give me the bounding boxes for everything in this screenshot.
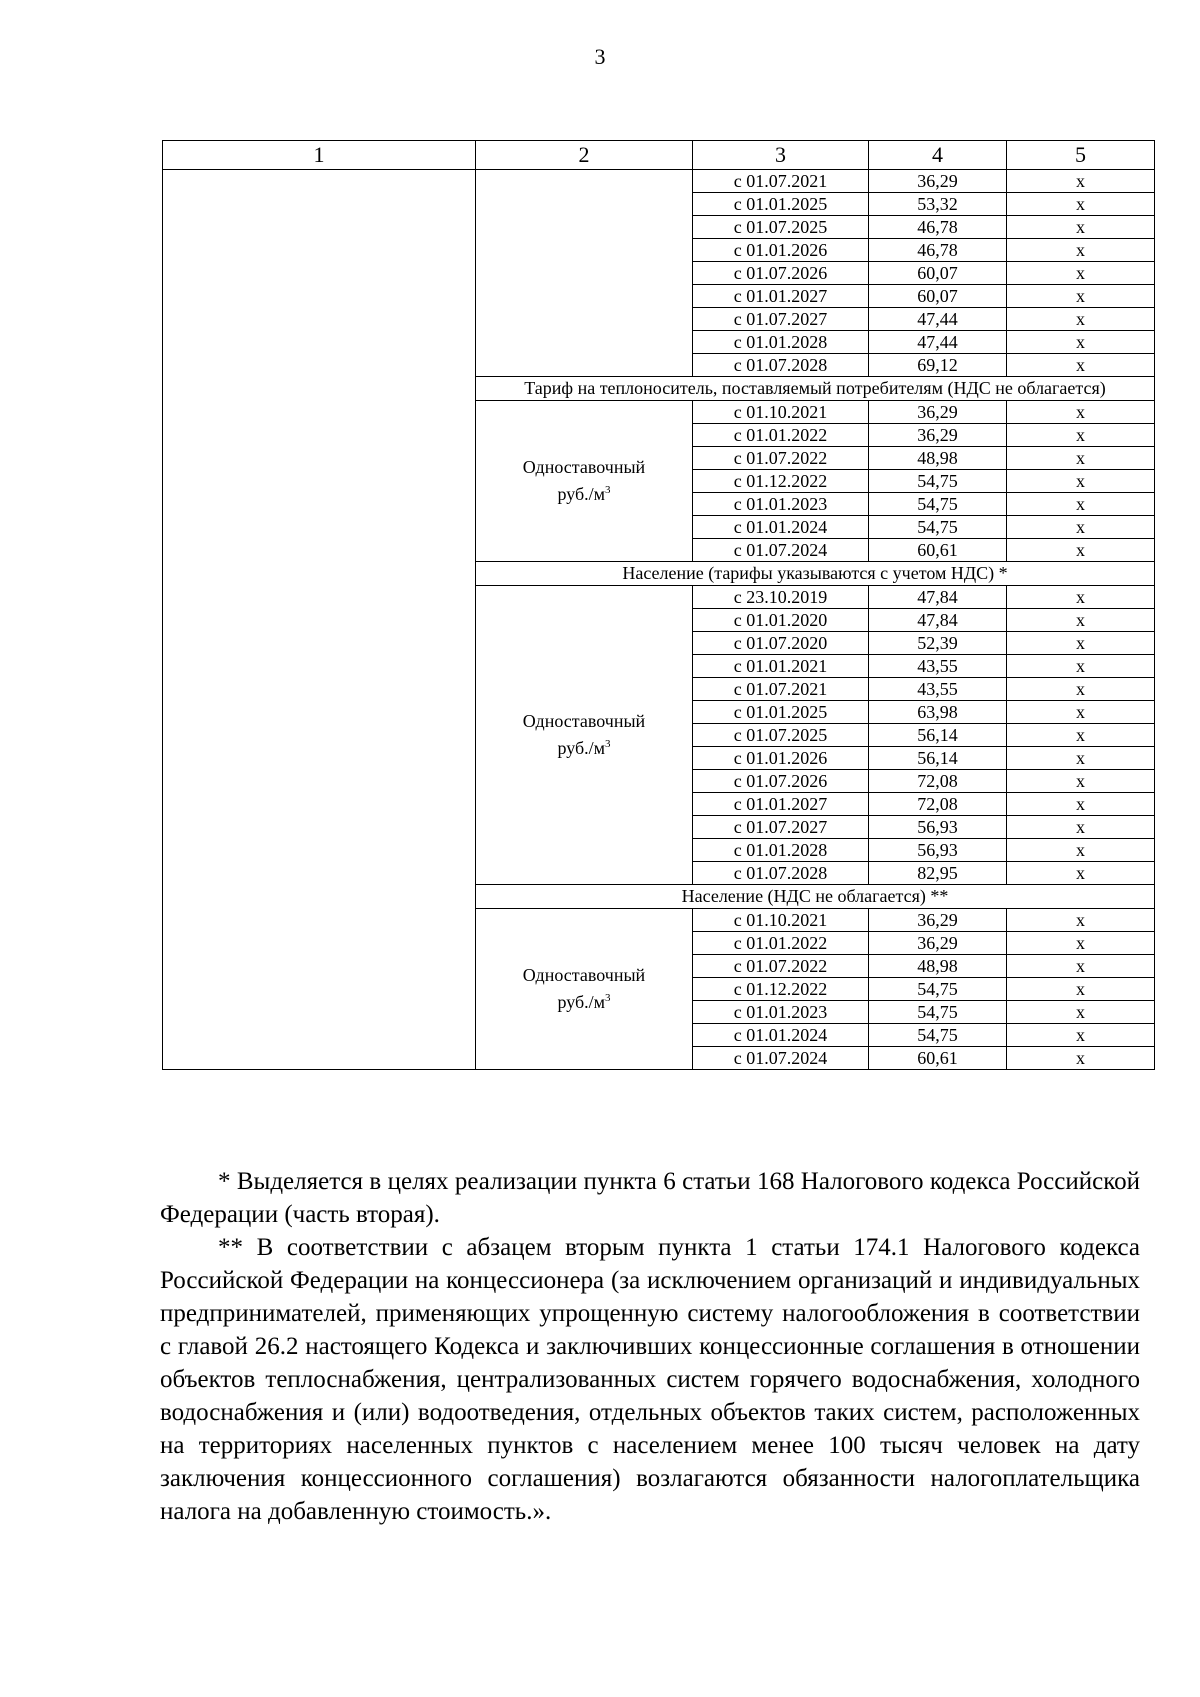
tariff-value: 43,55 — [869, 655, 1007, 678]
effective-date: с 01.01.2022 — [693, 424, 869, 447]
effective-date: с 01.07.2021 — [693, 170, 869, 193]
effective-date: с 01.01.2020 — [693, 609, 869, 632]
effective-date: с 01.01.2026 — [693, 239, 869, 262]
table-row — [163, 170, 1155, 193]
tariff-category-cell — [476, 401, 693, 562]
column-5-value: х — [1007, 978, 1155, 1001]
effective-date: с 01.07.2021 — [693, 678, 869, 701]
tariff-value: 54,75 — [869, 470, 1007, 493]
tariff-unit-text: руб./м — [557, 484, 606, 504]
footnotes — [160, 1165, 1140, 1528]
column-header: 4 — [869, 141, 1007, 170]
tariff-value: 47,44 — [869, 331, 1007, 354]
tariff-value: 46,78 — [869, 239, 1007, 262]
column-5-value: х — [1007, 262, 1155, 285]
section-title: Население (тарифы указываются с учетом НДС) * — [476, 562, 1155, 586]
effective-date: с 01.07.2022 — [693, 447, 869, 470]
tariff-value: 69,12 — [869, 354, 1007, 377]
tariff-unit-exponent: 3 — [605, 738, 611, 750]
column-5-value: х — [1007, 955, 1155, 978]
effective-date: с 01.07.2022 — [693, 955, 869, 978]
tariff-value: 56,93 — [869, 839, 1007, 862]
tariff-value: 36,29 — [869, 932, 1007, 955]
tariff-value: 54,75 — [869, 978, 1007, 1001]
tariff-table — [162, 140, 1155, 1070]
column-header: 2 — [476, 141, 693, 170]
tariff-unit — [557, 738, 610, 758]
column-5-value: х — [1007, 216, 1155, 239]
effective-date: с 01.10.2021 — [693, 401, 869, 424]
tariff-value: 53,32 — [869, 193, 1007, 216]
column-5-value: х — [1007, 239, 1155, 262]
tariff-value: 72,08 — [869, 793, 1007, 816]
tariff-value: 47,84 — [869, 609, 1007, 632]
effective-date: с 01.07.2028 — [693, 354, 869, 377]
tariff-value: 56,14 — [869, 747, 1007, 770]
tariff-value: 56,14 — [869, 724, 1007, 747]
section-title: Тариф на теплоноситель, поставляемый потребителям (НДС не облагается) — [476, 377, 1155, 401]
section-title: Население (НДС не облагается) ** — [476, 885, 1155, 909]
effective-date: с 01.07.2026 — [693, 262, 869, 285]
effective-date: с 01.10.2021 — [693, 909, 869, 932]
tariff-category: Одноставочный — [522, 965, 646, 985]
tariff-value: 36,29 — [869, 909, 1007, 932]
tariff-value: 72,08 — [869, 770, 1007, 793]
tariff-value: 82,95 — [869, 862, 1007, 885]
effective-date: с 01.07.2027 — [693, 816, 869, 839]
effective-date: с 01.07.2025 — [693, 216, 869, 239]
column-5-value: х — [1007, 632, 1155, 655]
tariff-value: 54,75 — [869, 493, 1007, 516]
tariff-category-cell — [476, 586, 693, 885]
tariff-value: 63,98 — [869, 701, 1007, 724]
column-5-value: х — [1007, 701, 1155, 724]
column-5-value: х — [1007, 493, 1155, 516]
footnote-vat-allocated: * Выделяется в целях реализации пункта 6 статьи 168 Налогового кодекса Российской Федерации (часть вторая). — [160, 1168, 1140, 1228]
footnote-concessionaire: ** В соответствии с абзацем вторым пункта 1 статьи 174.1 Налогового кодекса Российской Федерации на концессионера (за исключением организаций и индивидуальных предпринимателей, применяющих упрощенную систему налогообложения в соответствии с главой 26.2 настоящего Кодекса и заключивших концессионные соглашения в отношении объектов теплоснабжения, централизованных систем горячего водоснабжения, холодного водоснабжения и (или) водоотведения, отдельных объектов таких систем, расположенных на территориях населенных пунктов с населением менее 100 тысяч человек на дату заключения концессионного соглашения) возлагаются обязанности налогоплательщика налога на добавленную стоимость.». — [160, 1234, 1140, 1525]
column-header: 3 — [693, 141, 869, 170]
column-5-value: х — [1007, 516, 1155, 539]
column-5-value: х — [1007, 1001, 1155, 1024]
column-5-value: х — [1007, 1024, 1155, 1047]
column-5-value: х — [1007, 793, 1155, 816]
column-5-value: х — [1007, 447, 1155, 470]
column-5-value: х — [1007, 724, 1155, 747]
effective-date: с 01.12.2022 — [693, 470, 869, 493]
column-5-value: х — [1007, 586, 1155, 609]
effective-date: с 01.07.2027 — [693, 308, 869, 331]
effective-date: с 01.01.2028 — [693, 331, 869, 354]
tariff-category: Одноставочный — [522, 711, 646, 731]
column-5-value: х — [1007, 816, 1155, 839]
column-5-value: х — [1007, 678, 1155, 701]
effective-date: с 01.01.2028 — [693, 839, 869, 862]
effective-date: с 01.01.2024 — [693, 1024, 869, 1047]
column-5-value: х — [1007, 932, 1155, 955]
tariff-value: 36,29 — [869, 401, 1007, 424]
tariff-value: 46,78 — [869, 216, 1007, 239]
column-5-value: х — [1007, 655, 1155, 678]
column-5-value: х — [1007, 747, 1155, 770]
effective-date: с 23.10.2019 — [693, 586, 869, 609]
column-5-value: х — [1007, 331, 1155, 354]
effective-date: с 01.01.2027 — [693, 285, 869, 308]
tariff-unit-exponent: 3 — [605, 992, 611, 1004]
tariff-value: 54,75 — [869, 1001, 1007, 1024]
tariff-unit — [557, 484, 610, 504]
tariff-value: 60,61 — [869, 539, 1007, 562]
tariff-value: 54,75 — [869, 516, 1007, 539]
tariff-unit-exponent: 3 — [605, 484, 611, 496]
effective-date: с 01.01.2023 — [693, 1001, 869, 1024]
column-5-value: х — [1007, 909, 1155, 932]
column-5-value: х — [1007, 401, 1155, 424]
tariff-value: 52,39 — [869, 632, 1007, 655]
effective-date: с 01.01.2026 — [693, 747, 869, 770]
column-5-value: х — [1007, 470, 1155, 493]
effective-date: с 01.12.2022 — [693, 978, 869, 1001]
tariff-value: 56,93 — [869, 816, 1007, 839]
column-5-value: х — [1007, 539, 1155, 562]
tariff-value: 54,75 — [869, 1024, 1007, 1047]
tariff-unit-text: руб./м — [557, 738, 606, 758]
column-5-value: х — [1007, 170, 1155, 193]
column-header: 5 — [1007, 141, 1155, 170]
column-5-value: х — [1007, 354, 1155, 377]
tariff-category-cell — [476, 170, 693, 377]
tariff-value: 60,61 — [869, 1047, 1007, 1070]
tariff-value: 48,98 — [869, 447, 1007, 470]
effective-date: с 01.07.2025 — [693, 724, 869, 747]
column-header: 1 — [163, 141, 476, 170]
tariff-unit-text: руб./м — [557, 992, 606, 1012]
column-5-value: х — [1007, 770, 1155, 793]
effective-date: с 01.01.2021 — [693, 655, 869, 678]
tariff-unit — [557, 992, 610, 1012]
page-number: 3 — [594, 44, 606, 69]
effective-date: с 01.07.2028 — [693, 862, 869, 885]
column-5-value: х — [1007, 308, 1155, 331]
tariff-value: 47,84 — [869, 586, 1007, 609]
effective-date: с 01.01.2024 — [693, 516, 869, 539]
tariff-value: 60,07 — [869, 285, 1007, 308]
effective-date: с 01.01.2025 — [693, 193, 869, 216]
tariff-value: 47,44 — [869, 308, 1007, 331]
effective-date: с 01.07.2020 — [693, 632, 869, 655]
column-5-value: х — [1007, 839, 1155, 862]
tariff-value: 36,29 — [869, 424, 1007, 447]
column-5-value: х — [1007, 1047, 1155, 1070]
effective-date: с 01.07.2024 — [693, 1047, 869, 1070]
tariff-category-cell — [476, 909, 693, 1070]
header-row — [163, 141, 1155, 170]
column-5-value: х — [1007, 424, 1155, 447]
column-1-cell — [163, 170, 476, 1070]
tariff-value: 60,07 — [869, 262, 1007, 285]
tariff-value: 43,55 — [869, 678, 1007, 701]
column-5-value: х — [1007, 862, 1155, 885]
effective-date: с 01.01.2023 — [693, 493, 869, 516]
effective-date: с 01.07.2024 — [693, 539, 869, 562]
effective-date: с 01.01.2025 — [693, 701, 869, 724]
effective-date: с 01.07.2026 — [693, 770, 869, 793]
effective-date: с 01.01.2027 — [693, 793, 869, 816]
tariff-value: 48,98 — [869, 955, 1007, 978]
tariff-value: 36,29 — [869, 170, 1007, 193]
column-5-value: х — [1007, 193, 1155, 216]
column-5-value: х — [1007, 609, 1155, 632]
column-5-value: х — [1007, 285, 1155, 308]
tariff-category: Одноставочный — [522, 457, 646, 477]
effective-date: с 01.01.2022 — [693, 932, 869, 955]
